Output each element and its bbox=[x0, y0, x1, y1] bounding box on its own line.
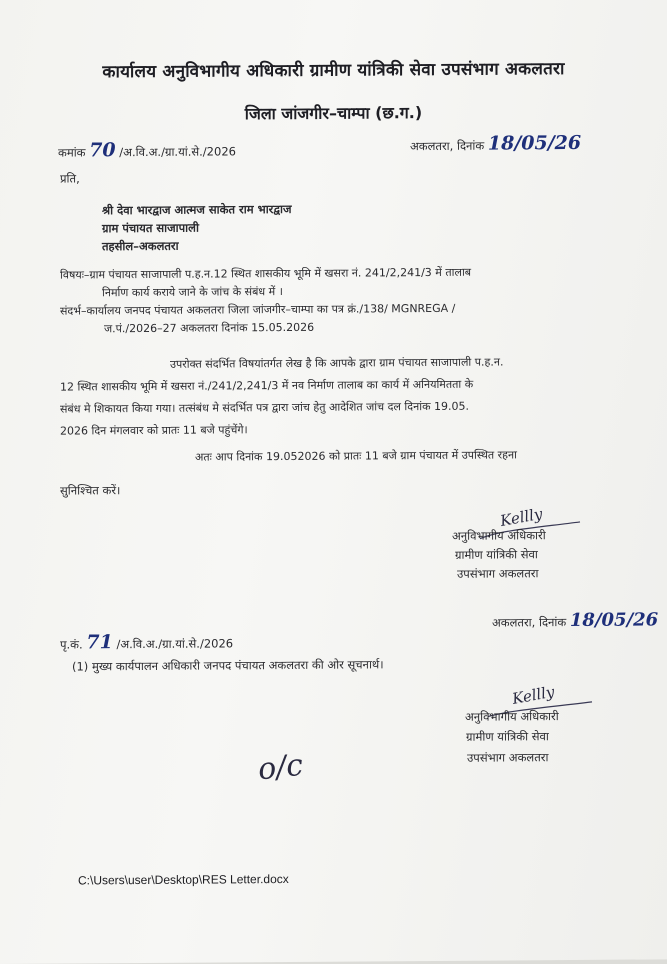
reference-line-2: ज.पं./2026–27 अकलतरा दिनांक 15.05.2026 bbox=[104, 320, 315, 336]
body-para1-line3: संबंध मे शिकायत किया गया। तत्संबंध मे संदर्भित पत्र द्वारा जांच हेतु आदेशित जांच दल दिनांक 19.05. bbox=[60, 399, 470, 416]
office-heading: कार्यालय अनुविभागीय अधिकारी ग्रामीण यांत्रिकी सेवा उपसंभाग अकलतरा bbox=[102, 59, 565, 83]
signature-1: Kellly bbox=[498, 504, 544, 531]
body-para1-line2: 12 स्थित शासकीय भूमि में खसरा नं./241/2,241/3 में नव निर्माण तालाब का कार्य में अनियमितता के bbox=[60, 377, 474, 394]
ref-number-handwritten: 70 bbox=[89, 139, 116, 162]
sig1-service: ग्रामीण यांत्रिकी सेवा bbox=[455, 547, 538, 562]
file-path-footer: C:\Users\user\Desktop\RES Letter.docx bbox=[78, 871, 289, 888]
ref-date-handwritten: 18/05/26 bbox=[487, 131, 582, 155]
endorsement-date-handwritten: 18/05/26 bbox=[569, 609, 659, 632]
ref-number-line bbox=[58, 138, 236, 161]
addressee-village: ग्राम पंचायत साजापाली bbox=[102, 220, 199, 236]
addressee-tehsil: तहसील–अकलतरा bbox=[102, 238, 179, 254]
body-para2-line1: अतः आप दिनांक 19.052026 को प्रातः 11 बजे ग्राम पंचायत में उपस्थित रहना bbox=[195, 448, 517, 464]
endorsement-suffix: /अ.वि.अ./ग्रा.यां.से./2026 bbox=[116, 636, 234, 652]
addressee-name: श्री देवा भारद्वाज आत्मज साकेत राम भारद्वाज bbox=[102, 201, 292, 218]
sig2-designation: अनुविभागीय अधिकारी bbox=[465, 709, 559, 724]
endorsement-number-handwritten: 71 bbox=[86, 631, 113, 654]
endorsement-prefix: पृ.कं. bbox=[60, 637, 83, 652]
sig1-designation: अनुविभागीय अधिकारी bbox=[452, 528, 546, 543]
sig2-subdivision: उपसंभाग अकलतरा bbox=[467, 750, 549, 765]
ref-date-line bbox=[410, 132, 581, 155]
body-para2-line2: सुनिश्चित करें। bbox=[60, 483, 121, 498]
signature-2: Kellly bbox=[510, 682, 556, 708]
body-para1-line4: 2026 दिन मंगलवार को प्रातः 11 बजे पहुंचेंगे। bbox=[60, 423, 248, 438]
district-heading: जिला जांजगीर–चाम्पा (छ.ग.) bbox=[244, 103, 423, 124]
endorsement-date-line bbox=[492, 609, 658, 631]
ref-suffix: /अ.वि.अ./ग्रा.यां.से./2026 bbox=[119, 144, 236, 160]
ref-place-label: अकलतरा, दिनांक bbox=[410, 138, 485, 154]
sig1-subdivision: उपसंभाग अकलतरा bbox=[457, 566, 539, 581]
sig2-service: ग्रामीण यांत्रिकी सेवा bbox=[466, 729, 549, 744]
subject-line-1: विषयः–ग्राम पंचायत साजापाली प.ह.न.12 स्थित शासकीय भूमि में खसरा नं. 241/2,241/3 में तालाब bbox=[60, 265, 472, 282]
endorsement-place-label: अकलतरा, दिनांक bbox=[492, 615, 567, 630]
office-copy-mark: o/c bbox=[256, 747, 305, 788]
ref-prefix: कमांक bbox=[58, 145, 86, 160]
endorsement-number-line bbox=[60, 630, 233, 653]
endorsement-copy-line: (1) मुख्य कार्यपालन अधिकारी जनपद पंचायत अकलतरा की ओर सूचनार्थ। bbox=[72, 657, 384, 674]
subject-line-2: निर्माण कार्य कराये जाने के जांच के संबंध में । bbox=[102, 285, 283, 300]
to-label: प्रति, bbox=[60, 171, 80, 186]
reference-line-1: संदर्भ–कार्यालय जनपद पंचायत अकलतरा जिला जांजगीर–चाम्पा का पत्र क्रं./138/ MGNREGA / bbox=[60, 301, 456, 318]
body-para1-line1: उपरोक्त संदर्भित विषयांतर्गत लेख है कि आपके द्वारा ग्राम पंचायत साजापाली प.ह.न. bbox=[170, 355, 504, 371]
